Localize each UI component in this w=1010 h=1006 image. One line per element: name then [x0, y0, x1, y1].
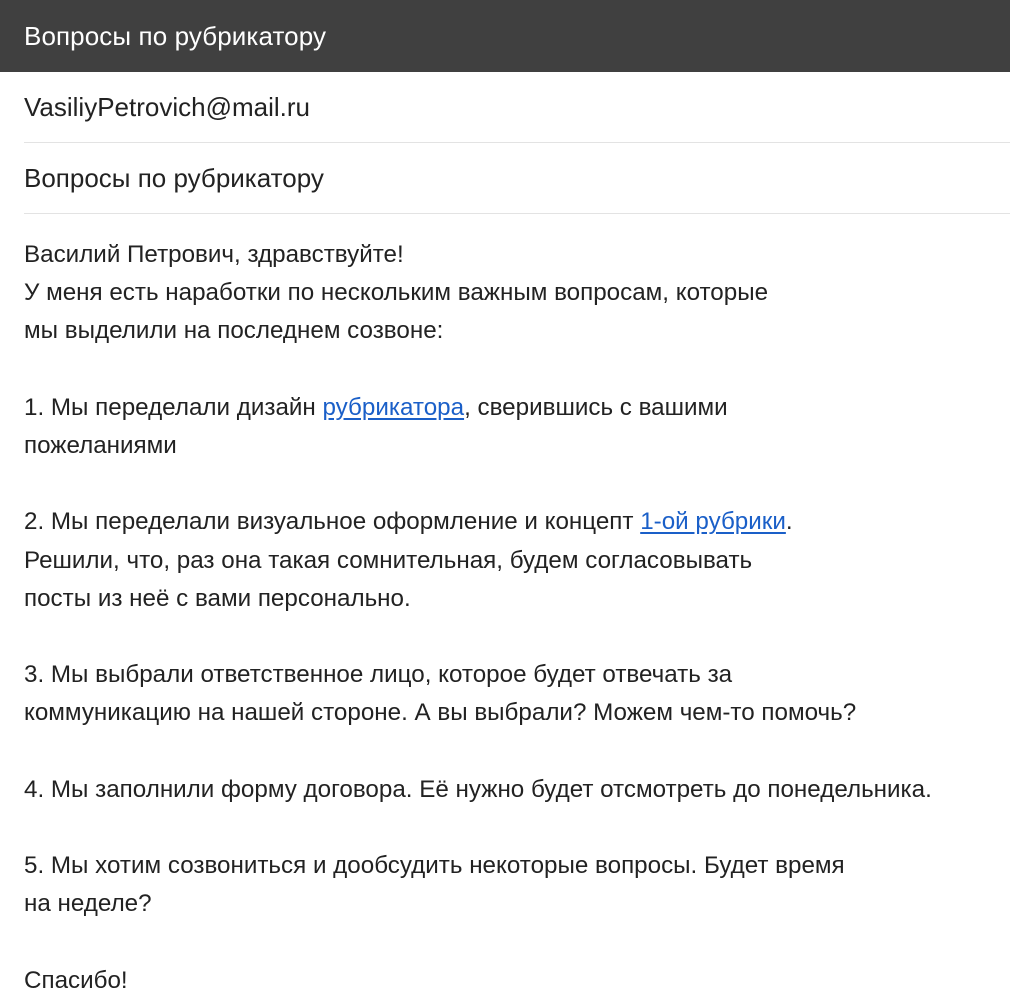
- item-2-line: посты из неё с вами персонально.: [24, 584, 411, 612]
- first-rubric-link[interactable]: 1-ой рубрики: [640, 508, 786, 536]
- item-5-line: 5. Мы хотим созвониться и дообсудить некоторые вопросы. Будет время: [24, 852, 845, 879]
- closing-line: Спасибо!: [24, 966, 128, 994]
- item-3-line: 3. Мы выбрали ответственное лицо, которое будет отвечать за: [24, 661, 733, 689]
- rubricator-link[interactable]: рубрикатора: [322, 393, 465, 421]
- intro-line: мы выделили на последнем созвоне:: [24, 317, 444, 345]
- item-4-line: 4. Мы заполнили форму договора. Её нужно будет отсмотреть до понедельника.: [24, 775, 932, 803]
- subject-field[interactable]: [24, 143, 1010, 214]
- item-1-line: [24, 389, 1010, 427]
- item-1-prefix: 1. Мы переделали дизайн: [24, 393, 323, 421]
- item-5-line: на неделе?: [24, 890, 152, 918]
- item-2-line: [24, 503, 1010, 541]
- compose-window-title: [0, 0, 1010, 72]
- intro-line: У меня есть наработки по нескольким важным вопросам, которые: [24, 279, 769, 307]
- subject-text[interactable]: Вопросы по рубрикатору: [24, 162, 324, 193]
- item-1-suffix: , сверившись с вашими: [464, 393, 728, 421]
- to-field[interactable]: [24, 72, 1010, 143]
- message-body[interactable]: [0, 214, 1010, 1000]
- window-title: Вопросы по рубрикатору: [24, 20, 327, 51]
- greeting-line: Василий Петрович, здравствуйте!: [24, 241, 404, 268]
- item-2-suffix: .: [785, 508, 793, 536]
- item-2-prefix: 2. Мы переделали визуальное оформление и концепт: [24, 508, 641, 536]
- item-2-line: Решили, что, раз она такая сомнительная, будем согласовывать: [24, 546, 753, 574]
- to-recipient[interactable]: VasiliyPetrovich@mail.ru: [24, 91, 310, 122]
- item-1-line: пожеланиями: [24, 431, 177, 459]
- item-3-line: коммуникацию на нашей стороне. А вы выбрали? Можем чем-то помочь?: [24, 699, 857, 727]
